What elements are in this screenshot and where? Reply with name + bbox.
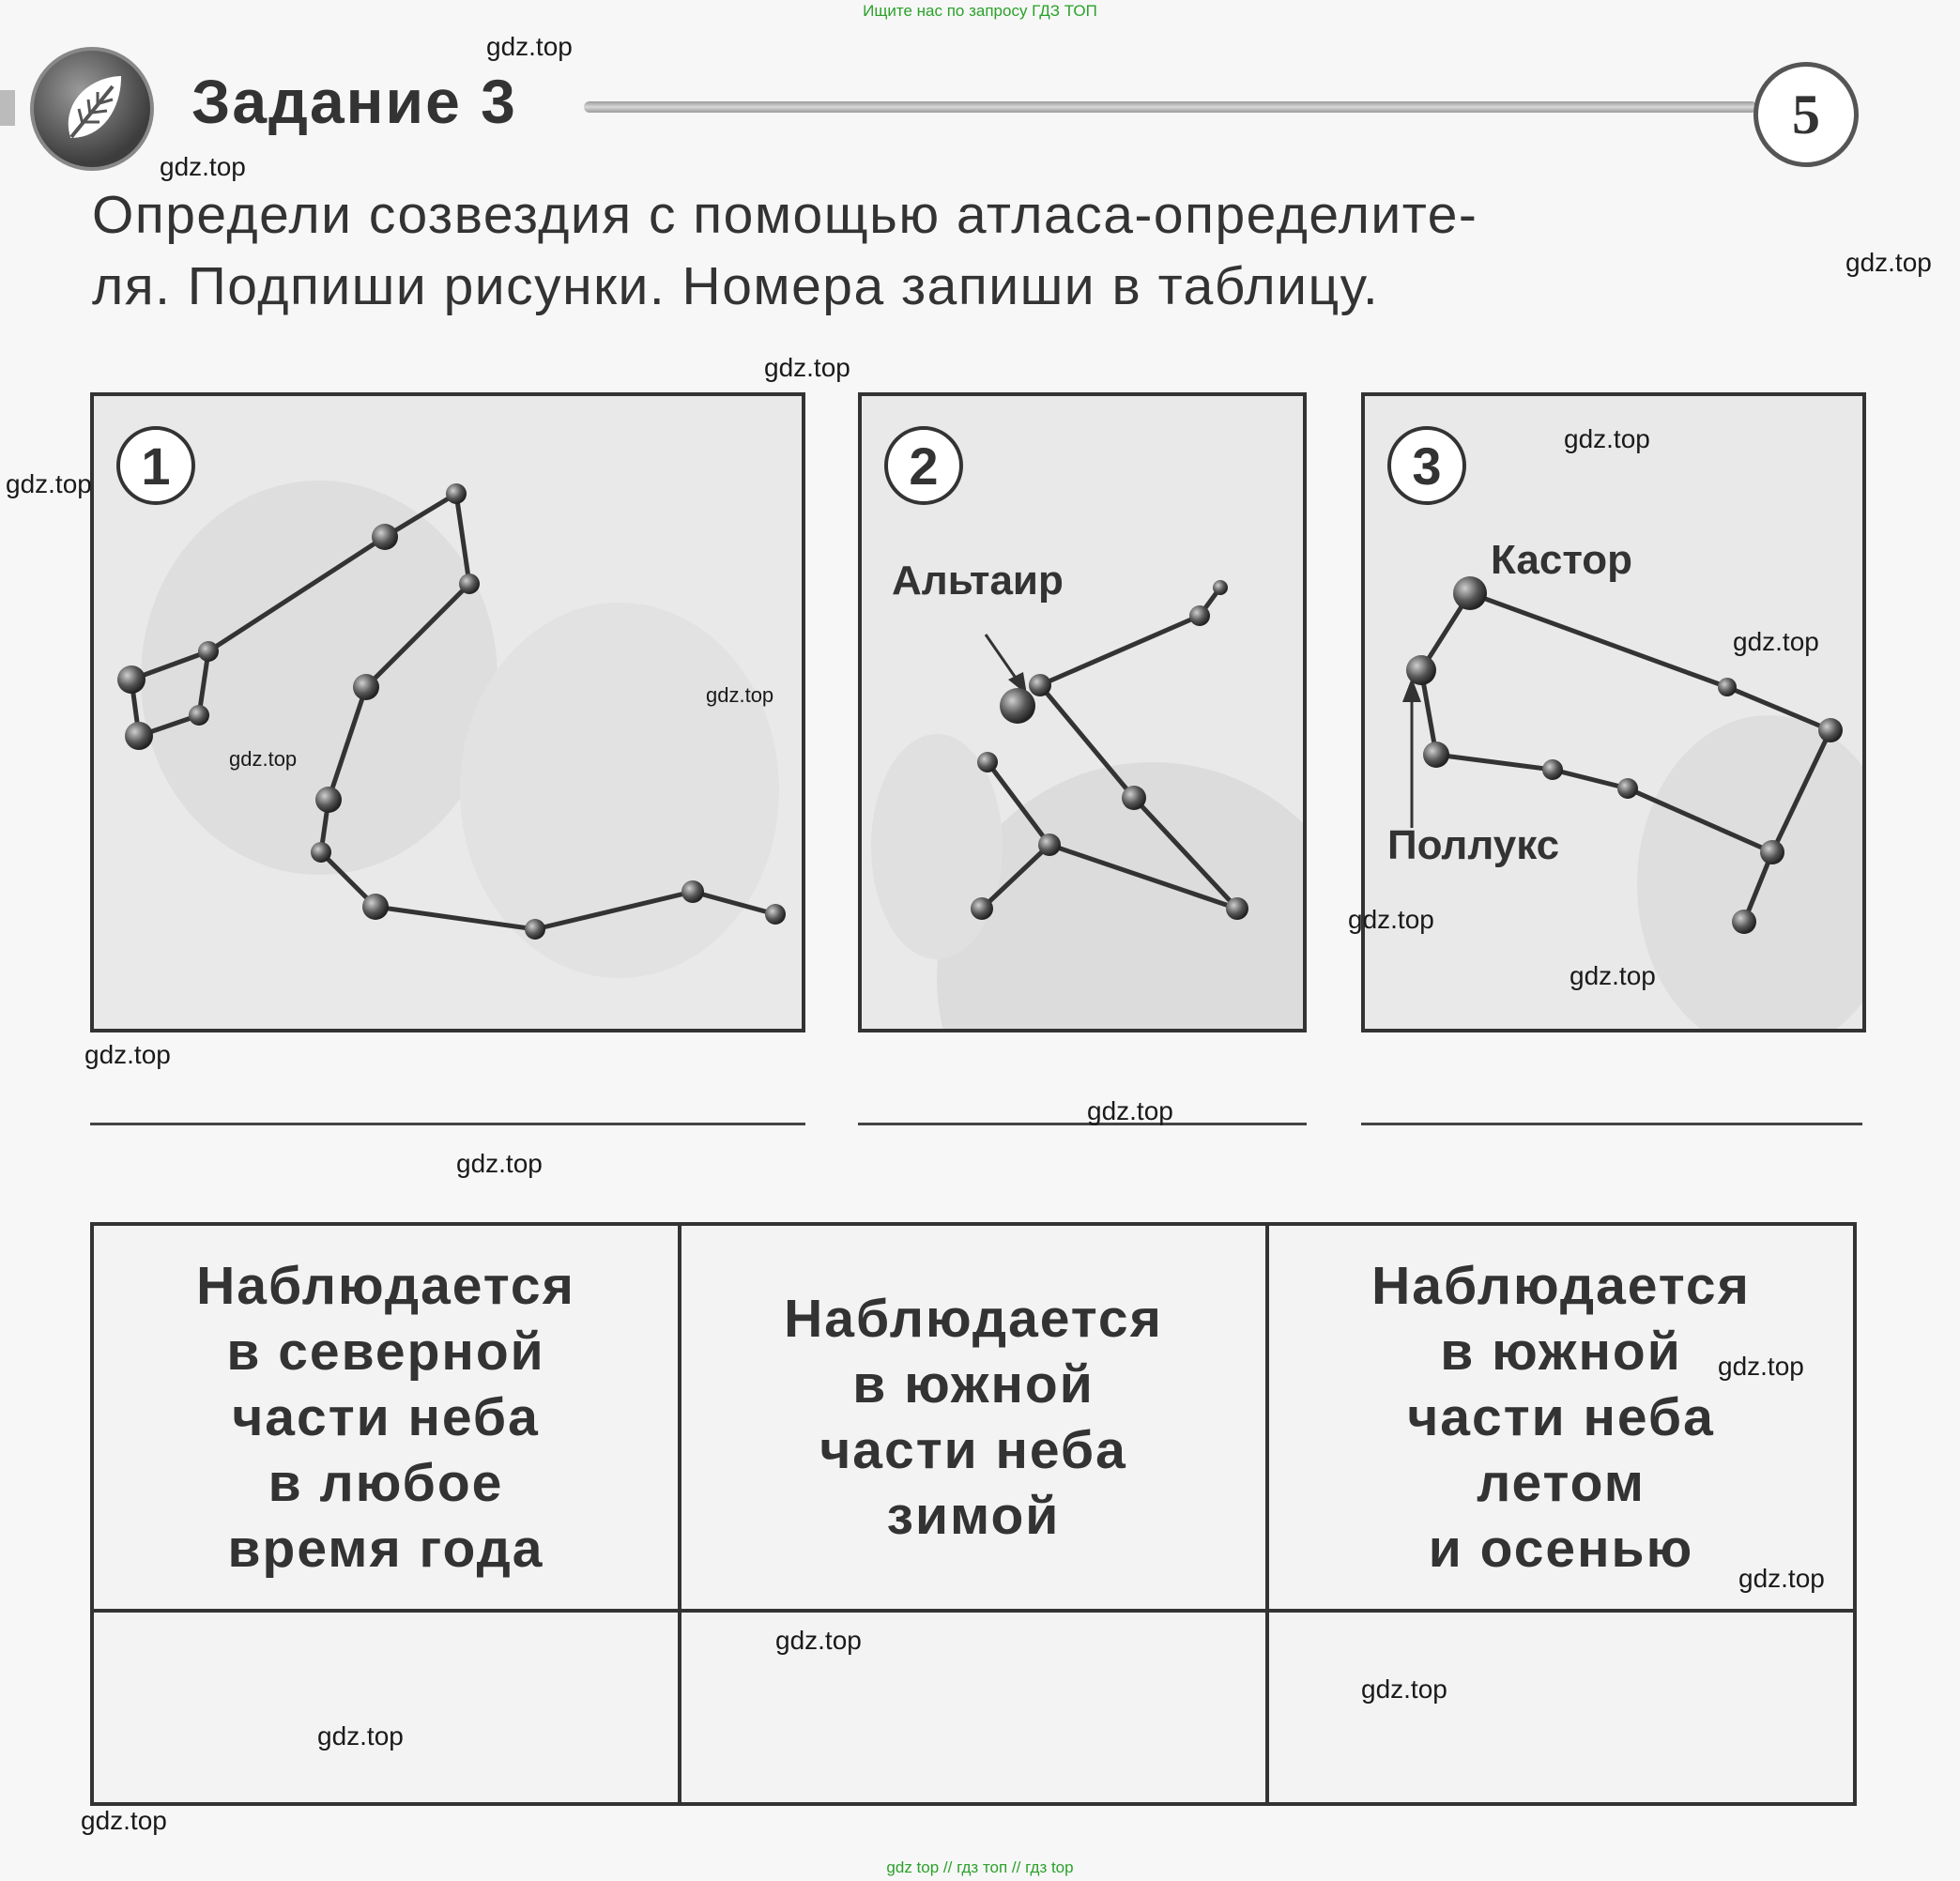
watermark: gdz.top (1845, 248, 1932, 277)
watermark: gdz.top (1733, 627, 1819, 656)
star (1029, 674, 1051, 696)
star (311, 842, 331, 863)
star (1818, 718, 1843, 742)
star (1038, 833, 1061, 856)
watermark: gdz.top (317, 1721, 404, 1751)
instruction-line-2: ля. Подпиши рисунки. Номера запиши в таблицу. (92, 256, 1380, 316)
answer-cell-south-winter[interactable] (680, 1611, 1267, 1804)
star (1760, 840, 1784, 864)
star (125, 722, 153, 750)
watermark: gdz.top (1718, 1352, 1804, 1381)
star (446, 483, 467, 504)
star (1122, 786, 1146, 810)
watermark: gdz.top (81, 1806, 167, 1835)
watermark: gdz.top (1570, 961, 1656, 990)
leaf-icon (34, 51, 150, 167)
star-altair (1000, 688, 1035, 724)
page-number: 5 (1753, 62, 1859, 167)
answer-line-3[interactable] (1361, 1123, 1862, 1125)
watermark: gdz.top (1738, 1564, 1825, 1593)
panel-number-3: 3 (1387, 426, 1466, 505)
star (1423, 742, 1449, 768)
watermark: gdz.top (1087, 1096, 1173, 1125)
answer-cell-south-summer[interactable] (1267, 1611, 1855, 1804)
bottom-note: gdz top // гдз топ // гдз top (886, 1858, 1074, 1876)
answer-line-2[interactable] (858, 1123, 1307, 1125)
watermark: gdz.top (1348, 905, 1434, 934)
star (977, 752, 998, 772)
label-pollux: Поллукс (1387, 822, 1560, 868)
constellation-panel-2 (858, 392, 1307, 1032)
star (1732, 910, 1756, 934)
star-castor (1453, 576, 1487, 610)
star (459, 573, 480, 594)
table-answer-row (92, 1611, 1855, 1804)
star (681, 880, 704, 903)
star (765, 904, 786, 925)
star (372, 524, 398, 550)
task-title: Задание 3 (191, 67, 517, 136)
watermark: gdz.top (6, 469, 92, 498)
watermark: gdz.top (486, 32, 573, 61)
table-header-south-summer-autumn: Наблюдается в южной части неба летом и осенью (1267, 1224, 1855, 1611)
answer-line-1[interactable] (90, 1123, 805, 1125)
star-pollux (1406, 655, 1436, 685)
star (1189, 605, 1210, 626)
constellation-panel-3 (1361, 392, 1866, 1032)
star (362, 894, 389, 920)
star (1718, 678, 1737, 696)
watermark: gdz.top (764, 353, 850, 382)
observation-table (90, 1222, 1857, 1806)
top-search-note: Ищите нас по запросу ГДЗ ТОП (863, 2, 1097, 20)
watermark: gdz.top (775, 1626, 862, 1655)
watermark: gdz.top (229, 747, 298, 771)
watermark: gdz.top (456, 1149, 543, 1178)
label-castor: Кастор (1491, 537, 1633, 583)
star (1542, 759, 1563, 780)
star (1617, 778, 1638, 799)
star (1226, 897, 1248, 920)
panel-number-2: 2 (884, 426, 963, 505)
constellation-drawing-1 (94, 396, 805, 1032)
watermark: gdz.top (160, 152, 246, 181)
watermark: gdz.top (1564, 424, 1650, 453)
star (353, 674, 379, 700)
answer-cell-north[interactable] (92, 1611, 680, 1804)
header-left-bar (0, 90, 15, 126)
star (198, 641, 219, 662)
star (525, 919, 545, 940)
table-header-south-winter: Наблюдается в южной части неба зимой (680, 1224, 1267, 1611)
instruction-line-1: Определи созвездия с помощью атласа-определите- (92, 185, 1478, 245)
star (971, 897, 993, 920)
star (1213, 580, 1228, 595)
watermark: gdz.top (706, 683, 774, 707)
table-header-row (92, 1224, 1855, 1611)
header-divider (584, 101, 1757, 113)
panel-number-1: 1 (116, 426, 195, 505)
star (189, 705, 209, 726)
star (117, 665, 145, 694)
watermark: gdz.top (1361, 1675, 1447, 1704)
label-altair: Альтаир (892, 558, 1064, 604)
table-header-north-any-time: Наблюдается в северной части неба в любое время года (92, 1224, 680, 1611)
watermark: gdz.top (84, 1040, 171, 1069)
task-badge (30, 47, 154, 171)
star (315, 787, 342, 813)
constellation-panel-1 (90, 392, 805, 1032)
